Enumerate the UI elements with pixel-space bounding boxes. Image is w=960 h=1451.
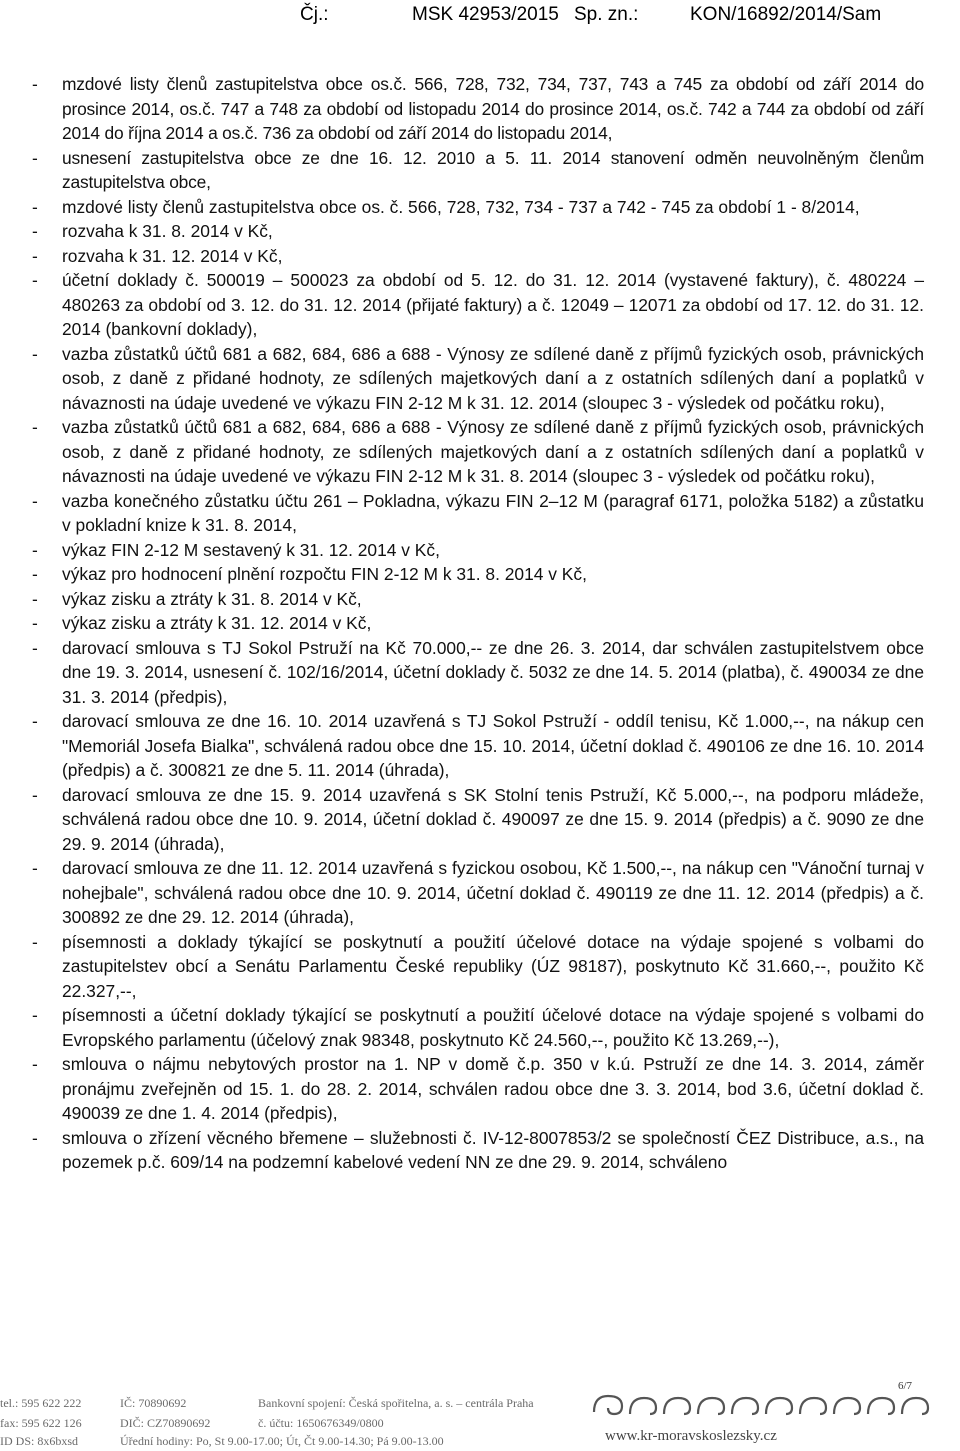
list-dash: - [32, 1054, 38, 1074]
list-item [32, 195, 924, 220]
list-dash: - [32, 784, 38, 805]
footer-office-hours: Úřední hodiny: Po, St 9.00-17.00; Út, Čt 9.00-14.30; Pá 9.00-13.00 [120, 1434, 444, 1448]
footer-ic: IČ: 70890692 [120, 1396, 187, 1410]
list-item-text: písemnosti a doklady týkající se poskytnutí a použití účelové dotace na výdaje spojené s volbami do zastupitelstev obcí a Senátu Parlamentu České republiky (ÚZ 98187), poskytnuto Kč 31.660,--, použito Kč 22.327,--, [62, 931, 924, 1001]
list-item [32, 489, 924, 538]
list-item-text: vazba zůstatků účtů 681 a 682, 684, 686 a 688 - Výnosy ze sdílené daně z příjmů fyzických osob, právnických osob, z daně z přidané hodnoty, ze sdílených majetkových daní a z ostatních sdílených daní a poplatků v návaznosti na údaje uvedené ve výkazu FIN 2-12 M k 31. 8. 2014 (sloupec 3 - výsledek od počátku roku), [62, 417, 924, 486]
list-dash: - [32, 221, 38, 241]
list-item [32, 587, 924, 612]
list-item-text: darovací smlouva ze dne 15. 9. 2014 uzavřená s SK Stolní tenis Pstruží, Kč 5.000,--, na podporu mládeže, schválená radou obce dne 10. 9. 2014, účetní doklad č. 490097 ze dne 15. 9. 2014 (předpis) a č. 9090 ze dne 29. 9. 2014 (úhrada), [62, 784, 924, 854]
footer-bank: Bankovní spojení: Česká spořitelna, a. s. – centrála Praha [258, 1396, 534, 1410]
list-dash: - [32, 637, 38, 658]
list-item-text: usnesení zastupitelstva obce ze dne 16. 12. 2010 a 5. 11. 2014 stanovení odměn neuvolněným členům zastupitelstva obce, [62, 147, 924, 192]
list-item-text: darovací smlouva s TJ Sokol Pstruží na Kč 70.000,-- ze dne 26. 3. 2014, dar schválen zastupitelstvem obce dne 19. 3. 2014, usnesení č. 102/16/2014, účetní doklady č. 5032 ze dne 14. 5. 2014 (platba), č. 490034 ze dne 31. 3. 2014 (předpis), [62, 637, 924, 707]
list-item [32, 342, 924, 416]
list-item [32, 856, 924, 930]
header-reference-number: MSK 42953/2015 [412, 4, 559, 25]
list-item [32, 1126, 924, 1175]
region-logo-icon [588, 1390, 948, 1420]
list-dash: - [32, 1005, 38, 1025]
list-dash: - [32, 539, 38, 560]
list-dash: - [32, 711, 38, 731]
list-item [32, 538, 924, 563]
list-item-text: písemnosti a účetní doklady týkající se poskytnutí a použití účelové dotace na výdaje spojené s volbami do Evropského parlamentu (účelový znak 98348, poskytnuto Kč 24.560,--, použito Kč 13.269,--), [62, 1005, 924, 1050]
footer-fax: fax: 595 622 126 [0, 1416, 82, 1430]
list-dash: - [32, 245, 38, 266]
list-item-text: vazba konečného zůstatku účtu 261 – Pokladna, výkazu FIN 2–12 M (paragraf 6171, položka 5182) a zůstatku v pokladní knize k 31. 8. 2014, [62, 490, 924, 535]
list-dash: - [32, 490, 38, 511]
list-dash: - [32, 147, 38, 168]
list-item [32, 636, 924, 710]
list-item [32, 930, 924, 1004]
header-cj-label: Čj.: [300, 4, 329, 25]
header-file-mark: KON/16892/2014/Sam [690, 4, 882, 25]
list-item [32, 415, 924, 489]
list-dash: - [32, 613, 38, 633]
list-dash: - [32, 74, 38, 94]
list-item [32, 1052, 924, 1126]
list-item-text: darovací smlouva ze dne 16. 10. 2014 uzavřená s TJ Sokol Pstruží - oddíl tenisu, Kč 1.000,--, na nákup cen "Memoriál Josefa Bialka", schválená radou obce dne 15. 10. 2014, účetní doklad č. 490106 ze dne 16. 10. 2014 (předpis) a č. 300821 ze dne 5. 11. 2014 (úhrada), [62, 711, 924, 780]
list-item [32, 611, 924, 636]
footer-website: www.kr-moravskoslezsky.cz [605, 1428, 777, 1444]
list-item [32, 244, 924, 269]
page-number: 6/7 [898, 1380, 913, 1392]
footer-phone: tel.: 595 622 222 [0, 1396, 82, 1410]
list-item-text: výkaz zisku a ztráty k 31. 8. 2014 v Kč, [62, 588, 362, 609]
list-item-text: výkaz zisku a ztráty k 31. 12. 2014 v Kč, [62, 613, 372, 633]
list-dash: - [32, 417, 38, 437]
list-item [32, 783, 924, 857]
list-item-text: rozvaha k 31. 8. 2014 v Kč, [62, 221, 273, 241]
list-item-text: vazba zůstatků účtů 681 a 682, 684, 686 a 688 - Výnosy ze sdílené daně z příjmů fyzických osob, právnických osob, z daně z přidané hodnoty, ze sdílených majetkových daní a z ostatních sdílených daní a poplatků v návaznosti na údaje uvedené ve výkazu FIN 2-12 M k 31. 12. 2014 (sloupec 3 - výsledek od počátku roku), [62, 343, 924, 413]
document-header [0, 2, 960, 30]
list-item [32, 1003, 924, 1052]
list-item [32, 709, 924, 783]
list-item-text: smlouva o zřízení věcného břemene – služebnosti č. IV-12-8007853/2 se společností ČEZ Distribuce, a.s., na pozemek p.č. 609/14 na podzemní kabelové vedení NN ze dne 29. 9. 2014, schváleno [62, 1127, 924, 1172]
header-spzn-label: Sp. zn.: [574, 4, 639, 25]
list-item [32, 562, 924, 587]
list-dash: - [32, 931, 38, 952]
list-item-text: účetní doklady č. 500019 – 500023 za období od 5. 12. do 31. 12. 2014 (vystavené faktury), č. 480224 – 480263 za období od 3. 12. do 31. 12. 2014 (přijaté faktury) a č. 12049 – 12071 za období od 17. 12. do 31. 12. 2014 (bankovní doklady), [62, 270, 924, 339]
list-item [32, 268, 924, 342]
list-item-text: smlouva o nájmu nebytových prostor na 1. NP v domě č.p. 350 v k.ú. Pstruží ze dne 14. 3. 2014, záměr pronájmu zveřejněn od 15. 1. do 28. 2. 2014, schválen radou obce dne 3. 3. 2014, bod 3.6, účetní doklad č. 490039 ze dne 1. 4. 2014 (předpis), [62, 1054, 924, 1123]
list-dash: - [32, 196, 38, 217]
list-item [32, 146, 924, 195]
list-item-text: výkaz pro hodnocení plnění rozpočtu FIN 2-12 M k 31. 8. 2014 v Kč, [62, 564, 587, 584]
list-item-text: darovací smlouva ze dne 11. 12. 2014 uzavřená s fyzickou osobou, Kč 1.500,--, na nákup cen "Vánoční turnaj v nohejbale", schválená radou obce dne 10. 9. 2014, účetní doklad č. 490119 ze dne 11. 12. 2014 (předpis) a č. 300892 ze dne 29. 12. 2014 (úhrada), [62, 858, 924, 927]
list-item-text: mzdové listy členů zastupitelstva obce os. č. 566, 728, 732, 734 - 737 a 742 - 745 za období 1 - 8/2014, [62, 196, 860, 217]
document-body [32, 72, 924, 1175]
footer-data-box: ID DS: 8x6bxsd [0, 1434, 79, 1448]
list-item-text: výkaz FIN 2-12 M sestavený k 31. 12. 2014 v Kč, [62, 539, 440, 560]
list-dash: - [32, 343, 38, 364]
list-item-text: rozvaha k 31. 12. 2014 v Kč, [62, 245, 283, 266]
footer-account: č. účtu: 1650676349/0800 [258, 1416, 384, 1430]
list-item [32, 219, 924, 244]
footer-dic: DIČ: CZ70890692 [120, 1416, 211, 1430]
list-dash: - [32, 858, 38, 878]
list-dash: - [32, 564, 38, 584]
list-item-text: mzdové listy členů zastupitelstva obce os.č. 566, 728, 732, 734, 737, 743 a 745 za období od září 2014 do prosince 2014, os.č. 747 a 748 za období od listopadu 2014 do prosince 2014, os.č. 742 a 744 za období od září 2014 do října 2014 a os.č. 736 za období od září 2014 do listopadu 2014, [62, 74, 924, 143]
list-dash: - [32, 588, 38, 609]
list-dash: - [32, 1127, 38, 1148]
list-dash: - [32, 270, 38, 290]
list-item [32, 72, 924, 146]
